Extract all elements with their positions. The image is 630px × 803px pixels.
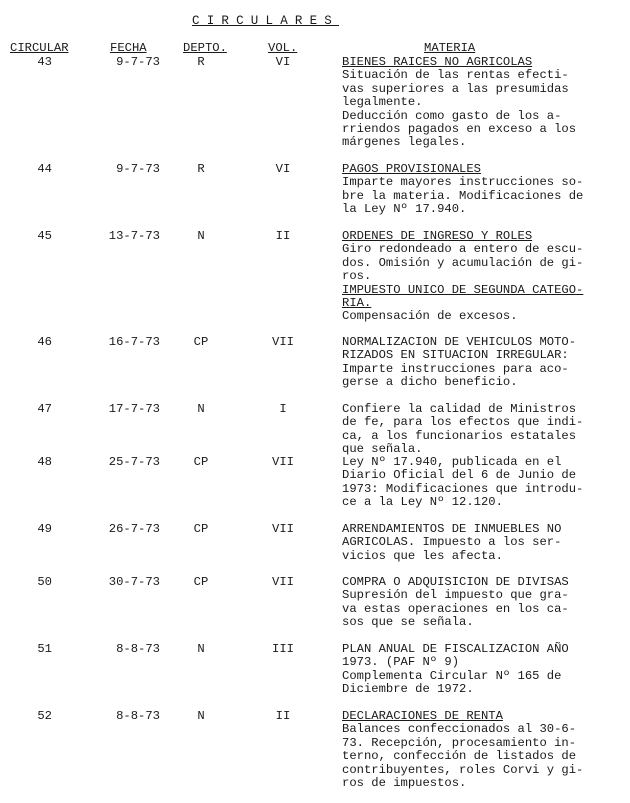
materia-line: Giro redondeado a entero de escu- xyxy=(342,242,584,257)
materia-line: AGRICOLAS. Impuesto a los ser- xyxy=(342,535,562,550)
materia-line: va estas operaciones en los ca- xyxy=(342,601,569,616)
materia-line: Deducción como gasto de los a- xyxy=(342,108,562,123)
circular-dept: CP xyxy=(193,335,209,349)
circular-number: 43 xyxy=(37,55,52,69)
circular-dept: N xyxy=(197,229,205,243)
circular-date: 25-7-73 xyxy=(108,455,160,469)
materia-line: sos que se señala. xyxy=(342,615,474,630)
page-title: CIRCULARES xyxy=(192,14,340,28)
circular-number: 48 xyxy=(37,455,52,469)
materia-line: de fe, para los efectos que indi- xyxy=(342,415,584,430)
circular-materia xyxy=(342,230,618,324)
circular-volume: III xyxy=(272,642,294,656)
header-materia: MATERIA xyxy=(424,41,476,55)
materia-line: Balances confeccionados al 30-6- xyxy=(342,722,577,737)
materia-line: la Ley Nº 17.940. xyxy=(342,202,467,217)
materia-line: BIENES RAICES NO AGRICOLAS xyxy=(342,55,533,69)
circular-date: 9-7-73 xyxy=(116,55,160,69)
materia-line: Diciembre de 1972. xyxy=(342,682,474,697)
materia-line: Diario Oficial del 6 de Junio de xyxy=(342,468,577,483)
circular-volume: VII xyxy=(272,455,294,469)
materia-line: terno, confección de listados de xyxy=(342,749,577,764)
materia-line: vicios que les afecta. xyxy=(342,548,503,563)
materia-line: NORMALIZACION DE VEHICULOS MOTO- xyxy=(342,335,577,349)
materia-line: DECLARACIONES DE RENTA xyxy=(342,709,503,723)
circular-date: 9-7-73 xyxy=(116,162,160,176)
materia-line: 1973. (PAF Nº 9) xyxy=(342,655,460,670)
circular-date: 8-8-73 xyxy=(116,709,160,723)
circular-materia xyxy=(342,163,618,217)
circular-materia xyxy=(342,710,618,790)
materia-line: Confiere la calidad de Ministros xyxy=(342,402,577,416)
materia-line: ce a la Ley Nº 12.120. xyxy=(342,495,503,510)
materia-line: Supresión del impuesto que gra- xyxy=(342,588,569,603)
circular-dept: CP xyxy=(193,522,209,536)
circular-volume: II xyxy=(275,229,291,243)
circular-number: 51 xyxy=(37,642,52,656)
materia-line: legalmente. xyxy=(342,95,423,110)
circular-number: 52 xyxy=(37,709,52,723)
circular-date: 30-7-73 xyxy=(108,575,160,589)
circular-materia xyxy=(342,336,618,390)
materia-line: RIZADOS EN SITUACION IRREGULAR: xyxy=(342,348,569,363)
circular-dept: N xyxy=(197,402,205,416)
circular-materia xyxy=(342,56,618,150)
circular-volume: VI xyxy=(275,162,291,176)
materia-line: bre la materia. Modificaciones de xyxy=(342,188,584,203)
materia-line: Situación de las rentas efecti- xyxy=(342,68,569,83)
circular-dept: CP xyxy=(193,575,209,589)
circular-number: 46 xyxy=(37,335,52,349)
materia-line: IMPUESTO UNICO DE SEGUNDA CATEGO- xyxy=(342,282,584,297)
circular-date: 16-7-73 xyxy=(108,335,160,349)
materia-line: gerse a dicho beneficio. xyxy=(342,375,518,390)
circular-volume: VII xyxy=(272,575,294,589)
circular-volume: VII xyxy=(272,522,294,536)
circular-date: 8-8-73 xyxy=(116,642,160,656)
circular-date: 13-7-73 xyxy=(108,229,160,243)
circular-materia xyxy=(342,456,618,510)
materia-line: RIA. xyxy=(342,296,372,311)
materia-line: dos. Omisión y acumulación de gi- xyxy=(342,255,584,270)
materia-line: PAGOS PROVISIONALES xyxy=(342,162,481,176)
circular-materia xyxy=(342,643,618,697)
circular-number: 50 xyxy=(37,575,52,589)
circular-number: 44 xyxy=(37,162,52,176)
header-circular: CIRCULAR xyxy=(10,41,69,55)
circular-dept: R xyxy=(197,55,205,69)
circular-volume: VI xyxy=(275,55,291,69)
circular-date: 17-7-73 xyxy=(108,402,160,416)
circular-dept: N xyxy=(197,709,205,723)
materia-line: ros. xyxy=(342,269,372,284)
circular-number: 47 xyxy=(37,402,52,416)
header-depto: DEPTO. xyxy=(183,41,227,55)
materia-line: Complementa Circular Nº 165 de xyxy=(342,668,562,683)
materia-line: Ley Nº 17.940, publicada en el xyxy=(342,455,562,469)
circular-number: 49 xyxy=(37,522,52,536)
circular-number: 45 xyxy=(37,229,52,243)
materia-line: contribuyentes, roles Corvi y gi- xyxy=(342,762,584,777)
circular-materia xyxy=(342,576,618,630)
materia-line: ARRENDAMIENTOS DE INMUEBLES NO xyxy=(342,522,562,536)
materia-line: COMPRA O ADQUISICION DE DIVISAS xyxy=(342,575,569,589)
circular-dept: N xyxy=(197,642,205,656)
header-fecha: FECHA xyxy=(110,41,147,55)
circular-date: 26-7-73 xyxy=(108,522,160,536)
materia-line: que señala. xyxy=(342,442,423,457)
circular-dept: CP xyxy=(193,455,209,469)
materia-line: vas superiores a las presumidas xyxy=(342,81,569,96)
materia-line: 73. Recepción, procesamiento in- xyxy=(342,735,577,750)
materia-line: PLAN ANUAL DE FISCALIZACION AÑO xyxy=(342,642,569,656)
materia-line: ros de impuestos. xyxy=(342,776,467,791)
circular-materia xyxy=(342,403,618,457)
materia-line: ORDENES DE INGRESO Y ROLES xyxy=(342,229,533,243)
materia-line: Imparte instrucciones para aco- xyxy=(342,361,569,376)
circular-volume: II xyxy=(275,709,291,723)
circular-volume: VII xyxy=(272,335,294,349)
materia-line: Compensación de excesos. xyxy=(342,309,518,324)
materia-line: rriendos pagados en exceso a los xyxy=(342,122,577,137)
materia-line: ca, a los funcionarios estatales xyxy=(342,428,577,443)
materia-line: márgenes legales. xyxy=(342,135,467,150)
circular-volume: I xyxy=(279,402,287,416)
header-vol: VOL. xyxy=(268,41,298,55)
materia-line: 1973: Modificaciones que introdu- xyxy=(342,481,584,496)
circular-materia xyxy=(342,523,618,563)
circular-dept: R xyxy=(197,162,205,176)
materia-line: Imparte mayores instrucciones so- xyxy=(342,175,584,190)
